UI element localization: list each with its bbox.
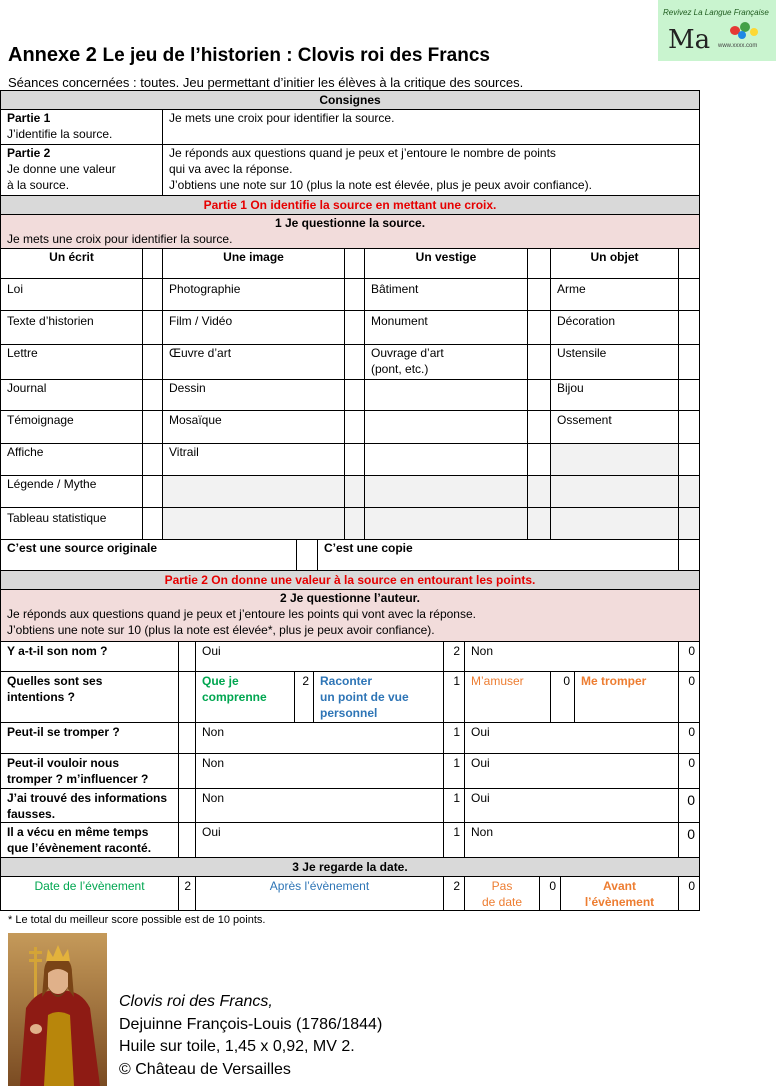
- item-cell: [364, 443, 528, 476]
- date-option-avant: Avant l’évènement: [560, 876, 679, 911]
- answer-cell: Oui: [464, 722, 679, 754]
- question-se-tromper: Peut-il se tromper ?: [0, 722, 179, 754]
- answer-cell: Non: [195, 788, 444, 823]
- date-option-evenement: Date de l’évènement: [0, 876, 179, 911]
- page-title: Annexe 2 Le jeu de l’historien : Clovis roi des Francs: [8, 44, 490, 66]
- date-option-pas-de-date: Pas de date: [464, 876, 540, 911]
- checkbox-cell: [344, 507, 365, 540]
- item-cell: Bijou: [550, 379, 679, 411]
- checkbox-cell: [527, 507, 551, 540]
- checkbox-cell[interactable]: [344, 278, 365, 311]
- checkbox-cell[interactable]: [527, 344, 551, 380]
- points-cell[interactable]: 0: [539, 876, 561, 911]
- portrait-caption: Clovis roi des Francs, Dejuinne François-Louis (1786/1844) Huile sur toile, 1,45 x 0,92, MV 2. © Château de Versailles: [119, 993, 383, 1078]
- checkbox-cell[interactable]: [678, 443, 700, 476]
- points-cell[interactable]: 2: [294, 671, 314, 723]
- points-cell[interactable]: 0: [678, 671, 700, 723]
- item-cell: Ossement: [550, 410, 679, 444]
- checkbox-cell[interactable]: [142, 507, 163, 540]
- category-ecrit: Un écrit: [0, 248, 143, 279]
- option-raconter: Raconter un point de vue personnel: [313, 671, 444, 723]
- checkbox-cell[interactable]: [344, 344, 365, 380]
- answer-cell: Oui: [464, 788, 679, 823]
- part2-heading: Partie 2 On donne une valeur à la source en entourant les points.: [0, 570, 700, 590]
- item-cell-empty: [364, 507, 528, 540]
- item-cell: Dessin: [162, 379, 345, 411]
- source-copie-label: C’est une copie: [317, 539, 679, 571]
- item-cell-ouvrage: Ouvrage d’art (pont, etc.): [364, 344, 528, 380]
- page-subtitle: Séances concernées : toutes. Jeu permettant d’initier les élèves à la critique des sources.: [8, 75, 524, 90]
- consignes-part1-label: Partie 1 J’identifie la source.: [0, 109, 163, 145]
- checkbox-cell[interactable]: [142, 475, 163, 508]
- clovis-portrait-image: [8, 933, 107, 1086]
- points-cell[interactable]: 0: [678, 876, 700, 911]
- spacer-cell: [178, 671, 196, 723]
- points-cell[interactable]: 2: [443, 876, 465, 911]
- checkbox-cell[interactable]: [527, 379, 551, 411]
- item-cell-empty: [550, 507, 679, 540]
- checkbox-objet[interactable]: [678, 248, 700, 279]
- points-cell[interactable]: 1: [443, 788, 465, 823]
- item-cell: [364, 410, 528, 444]
- points-cell[interactable]: 0: [678, 788, 700, 823]
- checkbox-cell[interactable]: [142, 278, 163, 311]
- points-cell[interactable]: 0: [550, 671, 575, 723]
- spacer-cell: [178, 722, 196, 754]
- points-cell[interactable]: 0: [678, 722, 700, 754]
- checkbox-image[interactable]: [344, 248, 365, 279]
- category-image: Une image: [162, 248, 345, 279]
- item-cell: Affiche: [0, 443, 143, 476]
- checkbox-cell[interactable]: [527, 410, 551, 444]
- question-intentions: Quelles sont ses intentions ?: [0, 671, 179, 723]
- question-informations-fausses: J’ai trouvé des informations fausses.: [0, 788, 179, 823]
- item-cell: Film / Vidéo: [162, 310, 345, 345]
- answer-cell: Non: [464, 822, 679, 858]
- spacer-cell: [178, 641, 196, 672]
- checkbox-ecrit[interactable]: [142, 248, 163, 279]
- item-cell: Témoignage: [0, 410, 143, 444]
- checkbox-cell[interactable]: [678, 410, 700, 444]
- item-cell: Bâtiment: [364, 278, 528, 311]
- checkbox-cell[interactable]: [678, 310, 700, 345]
- answer-cell: Oui: [195, 641, 444, 672]
- checkbox-copie[interactable]: [678, 539, 700, 571]
- consignes-part2-label: Partie 2 Je donne une valeur à la source.: [0, 144, 163, 196]
- item-cell: Monument: [364, 310, 528, 345]
- answer-cell: Non: [195, 722, 444, 754]
- item-cell: Arme: [550, 278, 679, 311]
- checkbox-cell[interactable]: [527, 443, 551, 476]
- checkbox-cell[interactable]: [527, 278, 551, 311]
- part2-question: 2 Je questionne l’auteur. Je réponds aux questions quand je peux et j’entoure les points qui vont avec la réponse. J’obtiens une note sur 10 (plus la note est élevée*, plus je peux avoir confiance).: [0, 589, 700, 642]
- item-cell: Lettre: [0, 344, 143, 380]
- points-cell[interactable]: 2: [443, 641, 465, 672]
- item-cell: [364, 379, 528, 411]
- checkbox-cell: [678, 507, 700, 540]
- checkbox-cell[interactable]: [142, 443, 163, 476]
- question-nom: Y a-t-il son nom ?: [0, 641, 179, 672]
- item-cell: Photographie: [162, 278, 345, 311]
- points-cell[interactable]: 1: [443, 822, 465, 858]
- item-cell-empty: [162, 507, 345, 540]
- option-tromper: Me tromper: [574, 671, 679, 723]
- item-cell: Décoration: [550, 310, 679, 345]
- checkbox-cell[interactable]: [527, 310, 551, 345]
- question-contemporain: Il a vécu en même temps que l’évènement raconté.: [0, 822, 179, 858]
- item-cell-empty: [364, 475, 528, 508]
- checkbox-cell[interactable]: [344, 379, 365, 411]
- checkbox-cell[interactable]: [142, 344, 163, 380]
- checkbox-originale[interactable]: [296, 539, 318, 571]
- checkbox-vestige[interactable]: [527, 248, 551, 279]
- item-cell-empty: [162, 475, 345, 508]
- option-amuser: M’amuser: [464, 671, 551, 723]
- site-logo: Revivez La Langue Française Ma www.xxxx.com: [658, 0, 776, 61]
- consignes-heading: Consignes: [0, 90, 700, 110]
- points-cell[interactable]: 1: [443, 722, 465, 754]
- checkbox-cell[interactable]: [344, 443, 365, 476]
- date-option-apres: Après l’évènement: [195, 876, 444, 911]
- item-cell-empty: [550, 443, 679, 476]
- checkbox-cell[interactable]: [678, 344, 700, 380]
- item-cell: Loi: [0, 278, 143, 311]
- spacer-cell: [178, 788, 196, 823]
- part1-heading: Partie 1 On identifie la source en mettant une croix.: [0, 195, 700, 215]
- answer-cell: Oui: [464, 753, 679, 789]
- item-cell: Texte d’historien: [0, 310, 143, 345]
- points-cell[interactable]: 1: [443, 753, 465, 789]
- category-vestige: Un vestige: [364, 248, 528, 279]
- checkbox-cell[interactable]: [142, 379, 163, 411]
- item-cell: Œuvre d’art: [162, 344, 345, 380]
- item-cell: Vitrail: [162, 443, 345, 476]
- checkbox-cell[interactable]: [142, 310, 163, 345]
- checkbox-cell: [678, 475, 700, 508]
- item-cell: Légende / Mythe: [0, 475, 143, 508]
- checkbox-cell[interactable]: [344, 310, 365, 345]
- consignes-part2-text: Je réponds aux questions quand je peux et j’entoure le nombre de points qui va avec la réponse. J’obtiens une note sur 10 (plus la note est élevée, plus je peux avoir confiance).: [162, 144, 700, 196]
- checkbox-cell[interactable]: [344, 410, 365, 444]
- footnote: * Le total du meilleur score possible est de 10 points.: [8, 914, 266, 926]
- checkbox-cell[interactable]: [678, 379, 700, 411]
- part1-question: 1 Je questionne la source. Je mets une croix pour identifier la source.: [0, 214, 700, 249]
- answer-cell: Oui: [195, 822, 444, 858]
- points-cell[interactable]: 0: [678, 641, 700, 672]
- spacer-cell: [178, 822, 196, 858]
- item-cell: Tableau statistique: [0, 507, 143, 540]
- consignes-part1-text: Je mets une croix pour identifier la source.: [162, 109, 700, 145]
- item-cell-empty: [550, 475, 679, 508]
- checkbox-cell[interactable]: [142, 410, 163, 444]
- question-influencer: Peut-il vouloir nous tromper ? m’influencer ?: [0, 753, 179, 789]
- item-cell: Mosaïque: [162, 410, 345, 444]
- option-comprenne: Que je comprenne: [195, 671, 295, 723]
- points-cell[interactable]: 0: [678, 822, 700, 858]
- points-cell[interactable]: 2: [178, 876, 196, 911]
- checkbox-cell: [527, 475, 551, 508]
- checkbox-cell[interactable]: [678, 278, 700, 311]
- category-objet: Un objet: [550, 248, 679, 279]
- item-cell: Journal: [0, 379, 143, 411]
- points-cell[interactable]: 0: [678, 753, 700, 789]
- answer-cell: Non: [195, 753, 444, 789]
- checkbox-cell: [344, 475, 365, 508]
- item-cell: Ustensile: [550, 344, 679, 380]
- points-cell[interactable]: 1: [443, 671, 465, 723]
- source-originale-label: C’est une source originale: [0, 539, 297, 571]
- spacer-cell: [178, 753, 196, 789]
- answer-cell: Non: [464, 641, 679, 672]
- date-heading: 3 Je regarde la date.: [0, 857, 700, 877]
